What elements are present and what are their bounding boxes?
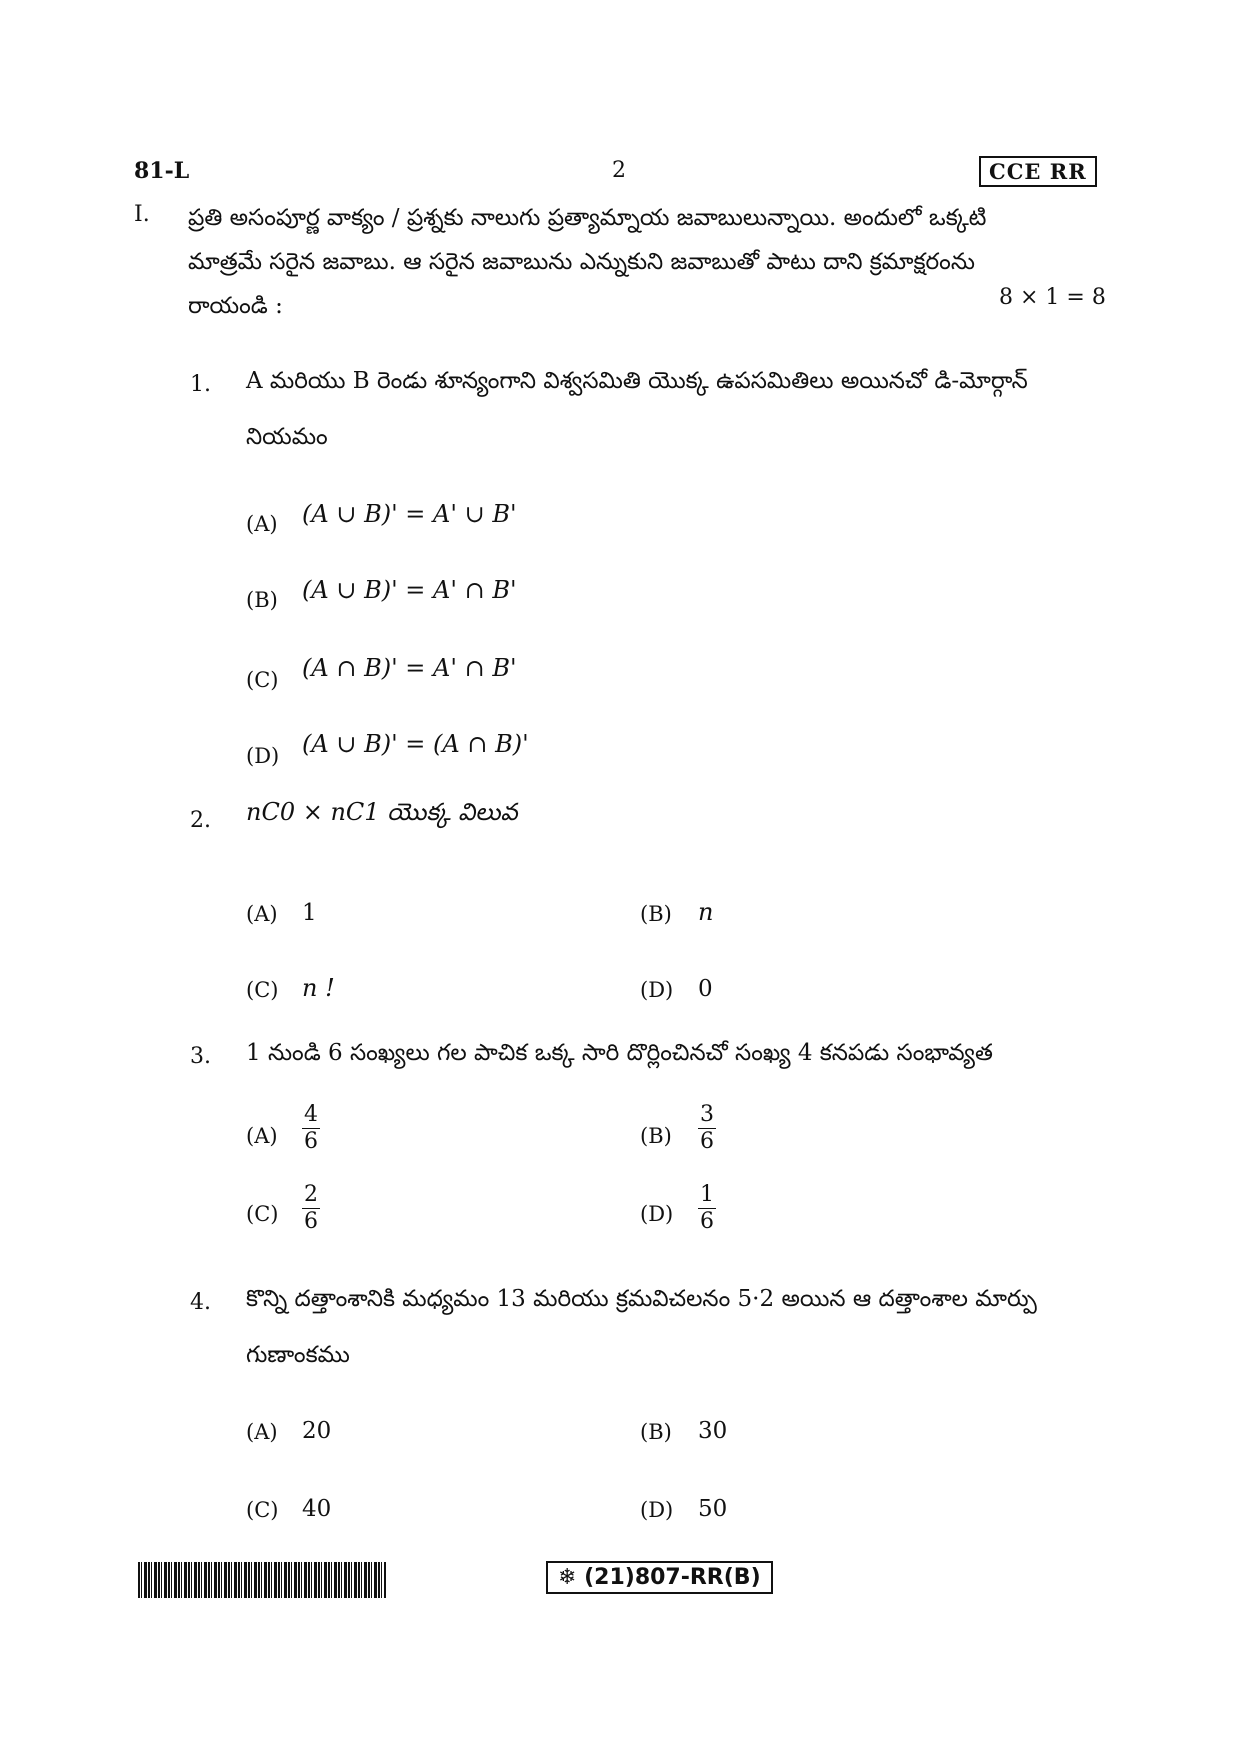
question-2-option-d-value: 0: [698, 976, 713, 1002]
question-4-option-c-label: (C): [246, 1498, 279, 1522]
fraction-denominator: 6: [700, 1129, 714, 1154]
option-a-math-text: (A ∪ B)' = A' ∪ B': [302, 500, 517, 528]
instruction-line: రాయండి :: [188, 293, 283, 319]
question-1-text-line-1: A మరియు B రెండు శూన్యంగాని విశ్వసమితి యొక్క ఉపసమితిలు అయినచో డి-మోర్గాన్: [246, 368, 1028, 394]
question-4-option-b-value: 30: [698, 1418, 728, 1444]
question-2-option-c-value: n !: [302, 974, 335, 1002]
question-4-option-c-value: 40: [302, 1496, 332, 1522]
option-b-math-text: (A ∪ B)' = A' ∩ B': [302, 576, 517, 604]
question-2-option-a-label: (A): [246, 902, 278, 926]
question-4-option-d-label: (D): [640, 1498, 674, 1522]
footer-paper-code: ❄ (21)807-RR(B): [546, 1561, 773, 1594]
fraction-numerator: 2: [304, 1182, 318, 1207]
page-number: 2: [612, 158, 626, 183]
question-3-text: 1 నుండి 6 సంఖ్యలు గల పాచిక ఒక్క సారి దొర్లించినచో సంఖ్య 4 కనపడు సంభావ్యత: [246, 1040, 993, 1066]
question-2-option-a-value: 1: [302, 900, 317, 926]
question-3-number: 3.: [190, 1044, 211, 1069]
fraction-numerator: 4: [304, 1102, 318, 1127]
question-1-option-d-label: (D): [246, 744, 280, 768]
fraction-numerator: 3: [700, 1102, 714, 1127]
question-2-option-b-label: (B): [640, 902, 672, 926]
question-3-option-c-fraction: [302, 1182, 320, 1235]
paper-code: 81-L: [134, 158, 190, 184]
question-3-option-a-fraction: [302, 1102, 320, 1155]
fraction-numerator: 1: [700, 1182, 714, 1207]
question-4-number: 4.: [190, 1290, 211, 1315]
question-1-text-line-2: నియమం: [246, 424, 328, 450]
question-3-option-b-fraction: [698, 1102, 716, 1155]
question-1-option-c-label: (C): [246, 668, 279, 692]
fraction-denominator: 6: [304, 1129, 318, 1154]
option-c-math-text: (A ∩ B)' = A' ∩ B': [302, 654, 517, 682]
question-1-option-b-value: [302, 576, 517, 604]
question-4-text-line-1: కొన్ని దత్తాంశానికి మధ్యమం 13 మరియు క్రమవిచలనం 5·2 అయిన ఆ దత్తాంశాల మార్పు: [246, 1286, 1037, 1312]
section-number: I.: [134, 202, 150, 227]
question-4-option-a-value: 20: [302, 1418, 332, 1444]
fraction-denominator: 6: [304, 1209, 318, 1234]
question-1-number: 1.: [190, 372, 211, 397]
question-2-combination-expression: nC0 × nC1 యొక్క విలువ: [246, 798, 518, 826]
cce-badge: CCE RR: [979, 156, 1097, 187]
question-3-option-d-fraction: [698, 1182, 716, 1235]
question-2-option-d-label: (D): [640, 978, 674, 1002]
question-3-option-d-label: (D): [640, 1202, 674, 1226]
question-3-option-b-label: (B): [640, 1124, 672, 1148]
question-1-option-b-label: (B): [246, 588, 278, 612]
question-4-text-line-2: గుణాంకము: [246, 1342, 350, 1368]
option-d-math-text: (A ∪ B)' = (A ∩ B)': [302, 730, 529, 758]
question-2-text: [246, 798, 518, 832]
question-2-option-b-value: n: [698, 898, 714, 926]
question-4-option-b-label: (B): [640, 1420, 672, 1444]
question-1-option-c-value: [302, 654, 517, 682]
question-1-option-d-value: [302, 730, 529, 758]
question-1-option-a-label: (A): [246, 512, 278, 536]
question-4-option-d-value: 50: [698, 1496, 728, 1522]
question-4-option-a-label: (A): [246, 1420, 278, 1444]
question-2-number: 2.: [190, 808, 211, 833]
question-2-option-c-label: (C): [246, 978, 279, 1002]
section-instruction: [188, 196, 1110, 328]
question-3-option-a-label: (A): [246, 1124, 278, 1148]
instruction-line: మాత్రమే సరైన జవాబు. ఆ సరైన జవాబును ఎన్నుకుని జవాబుతో పాటు దాని క్రమాక్షరంను: [188, 249, 975, 275]
question-1-option-a-value: [302, 500, 517, 528]
fraction-denominator: 6: [700, 1209, 714, 1234]
barcode-icon: [138, 1562, 386, 1598]
section-marks: 8 × 1 = 8: [999, 285, 1106, 310]
question-3-option-c-label: (C): [246, 1202, 279, 1226]
instruction-line: ప్రతి అసంపూర్ణ వాక్యం / ప్రశ్నకు నాలుగు ప్రత్యామ్నాయ జవాబులున్నాయి. అందులో ఒక్కటి: [188, 205, 987, 231]
